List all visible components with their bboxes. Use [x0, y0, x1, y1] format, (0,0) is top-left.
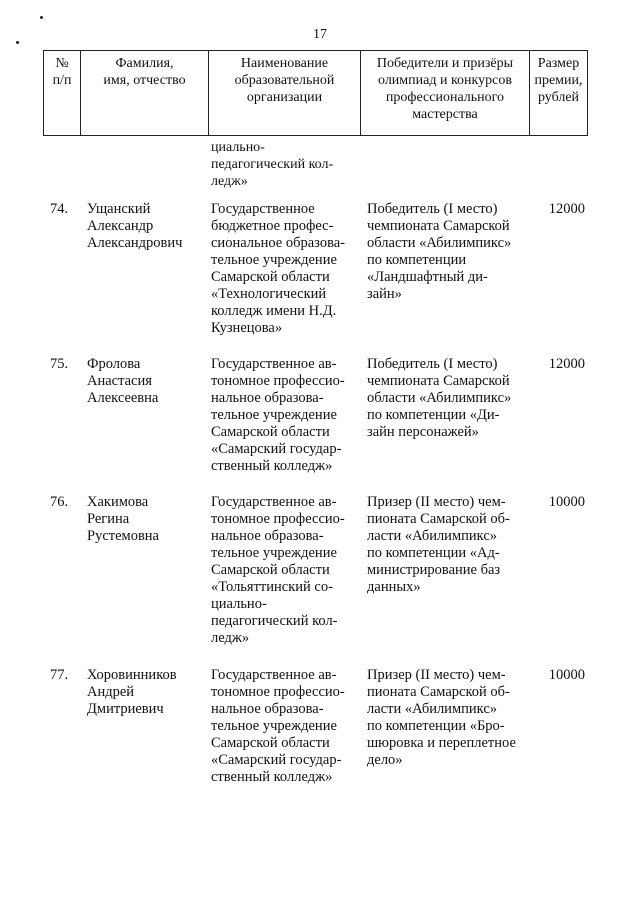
- person-name: [87, 356, 197, 407]
- header-row: [44, 51, 588, 136]
- continuation-org-text: [211, 139, 357, 190]
- competition-result-line: чемпионата Самарской: [367, 373, 510, 389]
- competition-result-line: зайн»: [367, 286, 402, 302]
- competition-result-line: зайн персонажей»: [367, 424, 479, 440]
- competition-result-line: дело»: [367, 752, 403, 768]
- person-name-line: Александрович: [87, 235, 183, 251]
- person-name-line: Хоровинников: [87, 667, 177, 683]
- person-name-line: Алексеевна: [87, 390, 159, 406]
- competition-result-line: данных»: [367, 579, 421, 595]
- organization-name-line: тономное профессио-: [211, 373, 345, 389]
- person-name-line: Александр: [87, 218, 154, 234]
- competition-result: [367, 667, 527, 769]
- organization-name: [211, 201, 357, 337]
- organization-name-line: Самарской области: [211, 424, 330, 440]
- organization-name: [211, 356, 357, 475]
- competition-result-line: пионата Самарской об-: [367, 511, 510, 527]
- organization-name-line: тельное учреждение: [211, 545, 337, 561]
- organization-name-line: Кузнецова»: [211, 320, 283, 336]
- organization-name-line: тельное учреждение: [211, 407, 337, 423]
- table-header: [43, 50, 588, 136]
- person-name: [87, 667, 197, 718]
- person-name-line: Фролова: [87, 356, 141, 372]
- continuation-line: педагогический кол-: [211, 157, 334, 172]
- organization-name-line: Государственное ав-: [211, 667, 337, 683]
- person-name-line: Анастасия: [87, 373, 152, 389]
- person-name-line: Дмитриевич: [87, 701, 164, 717]
- organization-name-line: ледж»: [211, 630, 250, 646]
- continuation-line: ледж»: [211, 174, 248, 189]
- organization-name: [211, 494, 357, 647]
- continuation-line: циально-: [211, 140, 265, 155]
- organization-name-line: Самарской области: [211, 562, 330, 578]
- person-name: [87, 201, 197, 252]
- competition-result-line: по компетенции «Бро-: [367, 718, 505, 734]
- person-name-line: Андрей: [87, 684, 135, 700]
- row-number: 75.: [50, 356, 69, 372]
- organization-name-line: педагогический кол-: [211, 613, 338, 629]
- organization-name-line: Самарской области: [211, 735, 330, 751]
- person-name-line: Регина: [87, 511, 130, 527]
- prize-amount: 12000: [548, 201, 585, 217]
- organization-name-line: Государственное ав-: [211, 494, 337, 510]
- row-number: 74.: [50, 201, 69, 217]
- competition-result-line: ласти «Абилимпикс»: [367, 528, 498, 544]
- organization-name: [211, 667, 357, 786]
- competition-result-line: чемпионата Самарской: [367, 218, 510, 234]
- row-number: 77.: [50, 667, 69, 683]
- organization-name-line: нальное образова-: [211, 528, 324, 544]
- organization-name-line: тельное учреждение: [211, 252, 337, 268]
- competition-result-line: министрирование баз: [367, 562, 501, 578]
- organization-name-line: колледж имени Н.Д.: [211, 303, 337, 319]
- header-full-name: Фамилия, имя, отчество: [81, 51, 209, 136]
- competition-result-line: Призер (II место) чем-: [367, 494, 506, 510]
- organization-name-line: «Технологический: [211, 286, 327, 302]
- prize-amount: 12000: [548, 356, 585, 372]
- competition-result-line: Победитель (I место): [367, 201, 498, 217]
- header-winners: Победители и призёры олимпиад и конкурсов профессионального мастерства: [361, 51, 530, 136]
- person-name: [87, 494, 197, 545]
- competition-result: [367, 494, 527, 596]
- competition-result-line: шюровка и переплетное: [367, 735, 516, 751]
- organization-name-line: тельное учреждение: [211, 718, 337, 734]
- organization-name-line: Самарской области: [211, 269, 330, 285]
- organization-name-line: сиональное образова-: [211, 235, 345, 251]
- prize-amount: 10000: [548, 667, 585, 683]
- competition-result-line: по компетенции «Ди-: [367, 407, 500, 423]
- organization-name-line: бюджетное профес-: [211, 218, 334, 234]
- organization-name-line: Государственное ав-: [211, 356, 337, 372]
- competition-result-line: области «Абилимпикс»: [367, 390, 512, 406]
- header-organization: Наименование образовательной организации: [209, 51, 361, 136]
- competition-result-line: по компетенции «Ад-: [367, 545, 500, 561]
- prize-amount: 10000: [548, 494, 585, 510]
- organization-name-line: «Самарский государ-: [211, 752, 342, 768]
- organization-name-line: Государственное: [211, 201, 315, 217]
- organization-name-line: «Самарский государ-: [211, 441, 342, 457]
- organization-name-line: нальное образова-: [211, 390, 324, 406]
- person-name-line: Хакимова: [87, 494, 149, 510]
- organization-name-line: ственный колледж»: [211, 458, 333, 474]
- competition-result-line: по компетенции: [367, 252, 467, 268]
- competition-result-line: Победитель (I место): [367, 356, 498, 372]
- organization-name-line: ственный колледж»: [211, 769, 333, 785]
- person-name-line: Ущанский: [87, 201, 151, 217]
- row-number: 76.: [50, 494, 69, 510]
- scan-speck: [40, 16, 43, 19]
- competition-result: [367, 201, 527, 303]
- competition-result-line: Призер (II место) чем-: [367, 667, 506, 683]
- competition-result-line: ласти «Абилимпикс»: [367, 701, 498, 717]
- organization-name-line: тономное профессио-: [211, 684, 345, 700]
- competition-result-line: пионата Самарской об-: [367, 684, 510, 700]
- organization-name-line: тономное профессио-: [211, 511, 345, 527]
- organization-name-line: циально-: [211, 596, 267, 612]
- competition-result-line: области «Абилимпикс»: [367, 235, 512, 251]
- person-name-line: Рустемовна: [87, 528, 159, 544]
- competition-result: [367, 356, 527, 441]
- competition-result-line: «Ландшафтный ди-: [367, 269, 488, 285]
- header-number: № п/п: [44, 51, 81, 136]
- organization-name-line: нальное образова-: [211, 701, 324, 717]
- organization-name-line: «Тольяттинский со-: [211, 579, 333, 595]
- header-prize: Размер премии, рублей: [530, 51, 588, 136]
- page-number: 17: [313, 27, 327, 42]
